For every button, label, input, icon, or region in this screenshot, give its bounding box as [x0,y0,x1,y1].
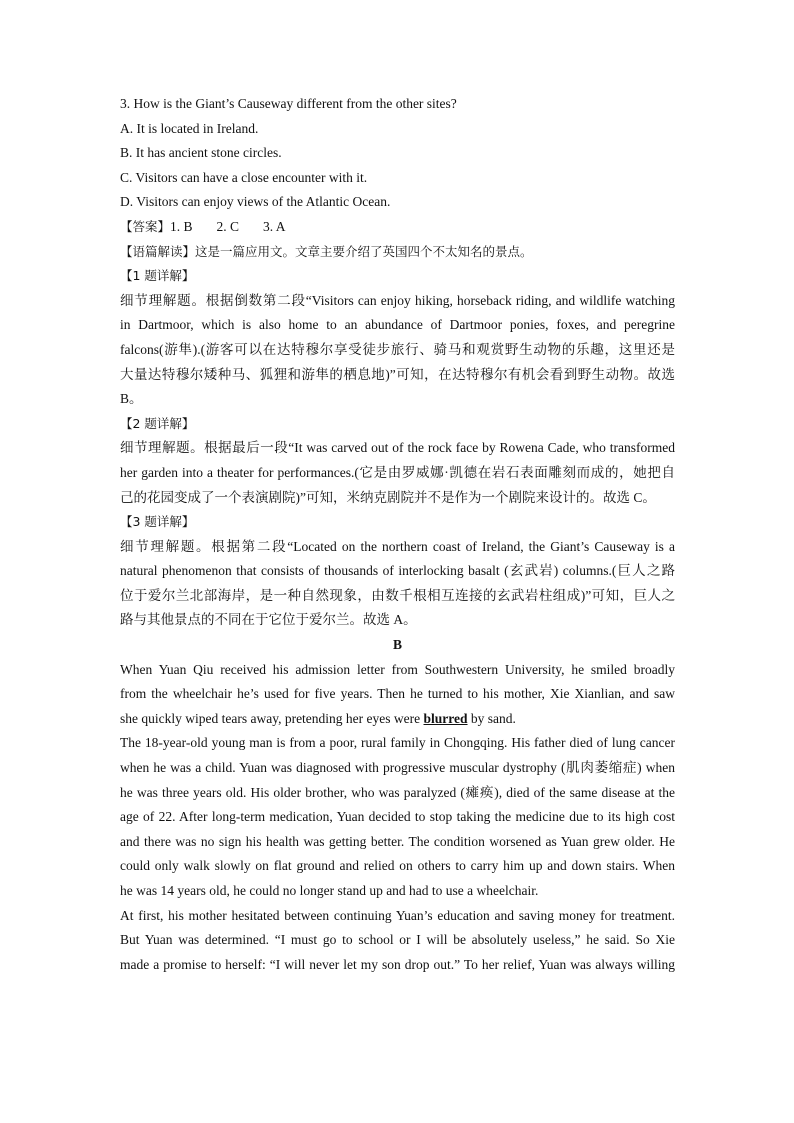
reading-text: 这是一篇应用文。文章主要介绍了英国四个不太知名的景点。 [195,243,533,259]
passage-b-line: The 18-year-old young man is from a poor, rural family in Chongqing. His father died of lung cancer [120,735,675,751]
reading-label: 【语篇解读】 [120,243,196,259]
explain-1-line: in Dartmoor, which is also home to an abundance of Dartmoor ponies, foxes, and peregrine [120,317,675,333]
passage-b-line: age of 22. After long-term medication, Yuan decided to stop taking the medicine due to its high cost [120,809,675,825]
passage-b-line: made a promise to herself: “I will never let my son drop out.” To her relief, Yuan was always willing [120,956,675,972]
answer-1: 1. B [170,218,193,234]
section-b-heading: B [392,637,402,653]
passage-b-text: by sand. [467,710,516,726]
page-content [120,92,675,977]
passage-b-line: But Yuan was determined. “I must go to school or I will be absolutely useless,” he said. So Xie [120,932,675,948]
explain-3-line: 细节理解题。根据第二段“Located on the northern coast of Ireland, the Giant’s Causeway is a [120,538,675,554]
passage-b-line: from the wheelchair he’s used for five years. Then he turned to his mother, Xie Xianlian, and saw [120,686,675,702]
passage-b-line: When Yuan Qiu received his admission letter from Southwestern University, he smiled broadly [120,661,675,677]
explain-1-heading: 【1 题详解】 [120,268,195,284]
explain-1-line: 细节理解题。根据倒数第二段“Visitors can enjoy hiking, horseback riding, and wildlife watching [120,292,675,308]
option-a: A. It is located in Ireland. [120,120,259,136]
explain-3-line: 路与其他景点的不同在于它位于爱尔兰。故选 A。 [120,612,417,628]
passage-b-line: he was three years old. His older brother, who was paralyzed (瘫痪), died of the same disease at the [120,784,675,800]
option-c: C. Visitors can have a close encounter with it. [120,169,368,185]
passage-b-line: At first, his mother hesitated between continuing Yuan’s education and saving money for treatment. [120,907,675,923]
passage-b-text: she quickly wiped tears away, pretending her eyes were [120,710,424,726]
passage-b-line: and there was no sign his health was getting better. The condition worsened as Yuan grew older. He [120,833,675,849]
option-d: D. Visitors can enjoy views of the Atlantic Ocean. [120,194,391,210]
explain-1-line: falcons(游隼).(游客可以在达特穆尔享受徒步旅行、骑马和观赏野生动物的乐趣，这里还是 [120,341,675,357]
answer-line [120,215,675,240]
answer-3: 3. A [263,218,286,234]
explain-2-heading: 【2 题详解】 [120,415,195,431]
passage-b-line: could only walk slowly on flat ground and relied on others to carry him up and down stairs. When [120,858,675,874]
explain-3-line: 位于爱尔兰北部海岸，是一种自然现象，由数千根相互连接的玄武岩柱组成)”可知，巨人之 [120,587,675,603]
answer-label: 【答案】 [120,218,171,234]
explain-2-line: her garden into a theater for performances.(它是由罗威娜·凯德在岩石表面雕刻而成的，她把自 [120,464,675,480]
explain-1-line: 大量达特穆尔矮种马、狐狸和游隼的栖息地)”可知，在达特穆尔有机会看到野生动物。故选 [120,366,675,382]
explain-2-line: 细节理解题。根据最后一段“It was carved out of the rock face by Rowena Cade, who transformed [120,440,675,456]
reading-line [120,240,675,265]
explain-1-line: B。 [120,391,143,407]
explain-3-heading: 【3 题详解】 [120,514,195,530]
question-3-stem: 3. How is the Giant’s Causeway different from the other sites? [120,96,457,111]
explain-2-line: 己的花园变成了一个表演剧院)”可知，米纳克剧院并不是作为一个剧院来设计的。故选 C。 [120,489,656,505]
option-b: B. It has ancient stone circles. [120,145,282,161]
passage-b-line: he was 14 years old, he could no longer stand up and had to use a wheelchair. [120,883,539,898]
explain-3-line: natural phenomenon that consists of thousands of interlocking basalt (玄武岩) columns.(巨人之路 [120,563,675,579]
passage-b-line [120,707,675,732]
passage-b-line: when he was a child. Yuan was diagnosed with progressive muscular dystrophy (肌肉萎缩症) when [120,760,675,776]
blurred-keyword: blurred [423,710,468,726]
answer-2: 2. C [216,218,240,234]
